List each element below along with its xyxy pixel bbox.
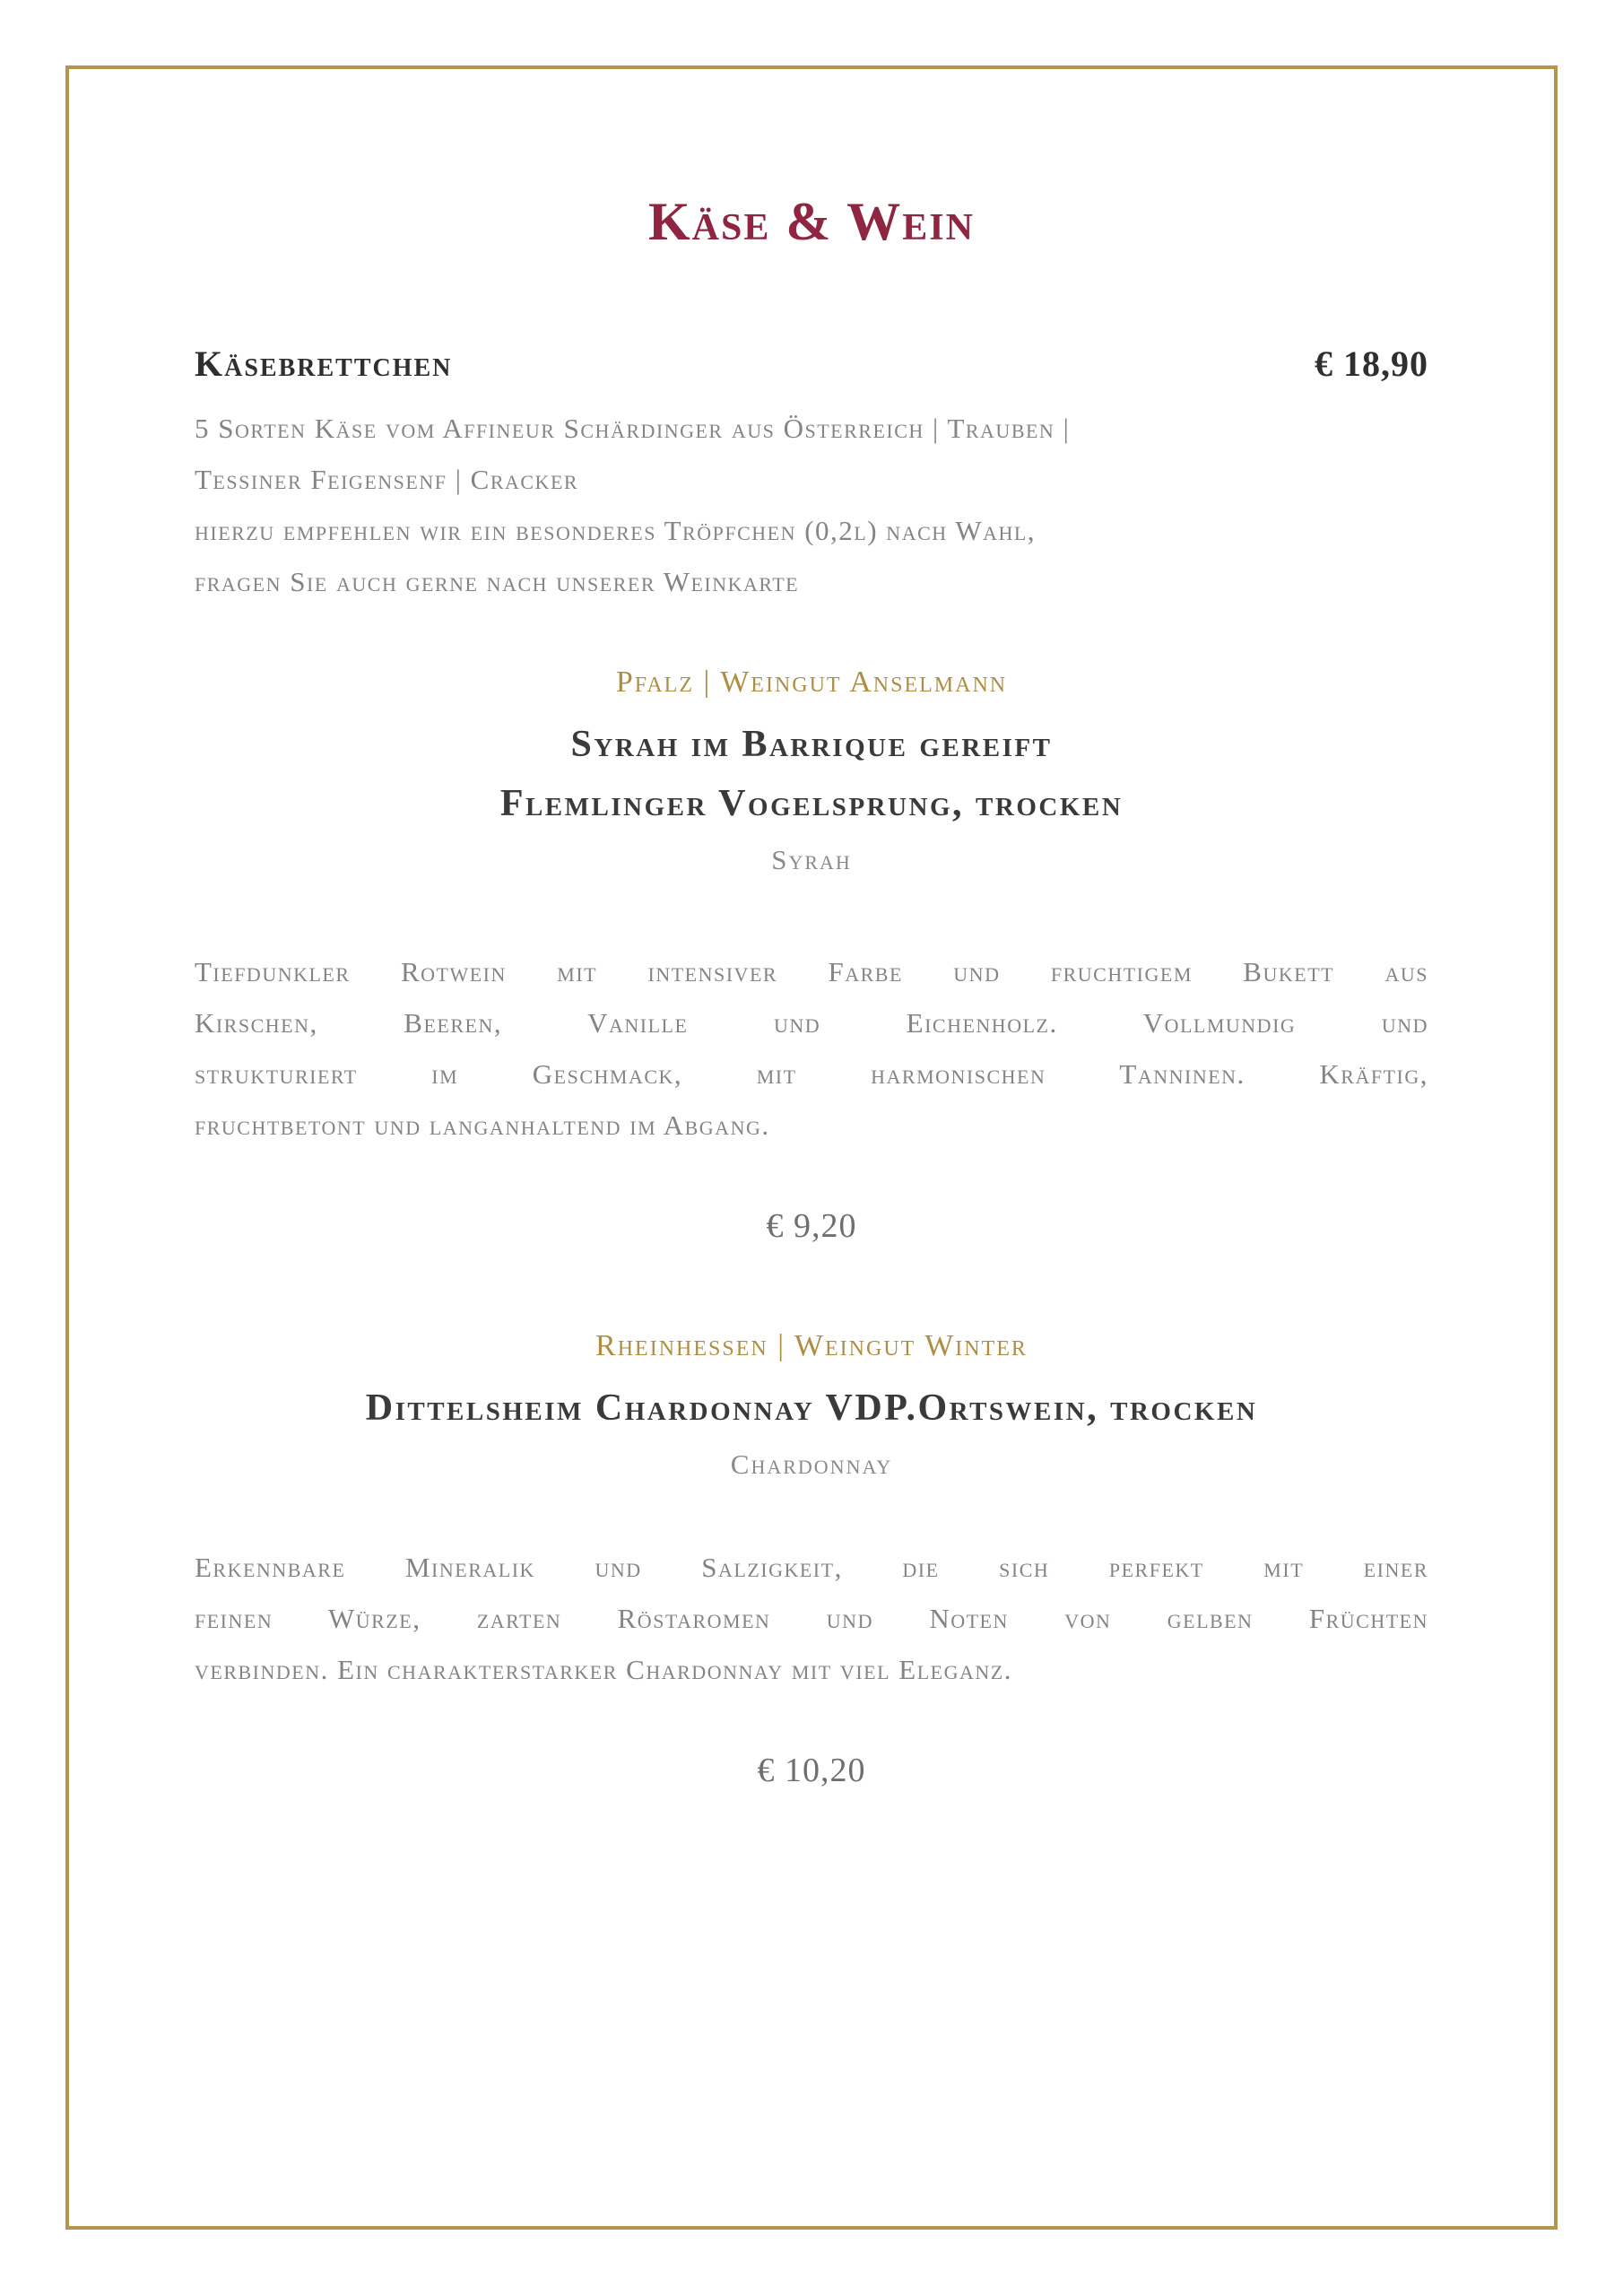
description-line: hierzu empfehlen wir ein besonderes Tröpfchen (0,2l) nach Wahl,: [195, 515, 1037, 546]
description-line: fruchtbetont und langanhaltend im Abgang.: [195, 1109, 770, 1141]
description-line: Tessiner Feigensenf | Cracker: [195, 464, 579, 495]
description-line: Erkennbare Mineralik und Salzigkeit, die sich perfekt mit einer: [195, 1552, 1428, 1583]
page-title: Käse & Wein: [648, 192, 975, 251]
description-line: Tiefdunkler Rotwein mit intensiver Farbe und fruchtigem Bukett aus: [195, 956, 1428, 987]
wine-name-line: Dittelsheim Chardonnay VDP.Ortswein, trocken: [365, 1387, 1258, 1429]
wine-grape-variety: Syrah: [771, 844, 852, 875]
cheese-item-name: Käsebrettchen: [195, 344, 453, 384]
wine-description: [195, 946, 1428, 1151]
cheese-item-header: [195, 343, 1428, 385]
wine-name-block: [195, 715, 1428, 833]
wine-item-syrah: [195, 663, 1428, 1249]
cheese-item-price: € 18,90: [1315, 344, 1428, 384]
description-line: Kirschen, Beeren, Vanille und Eichenholz. Vollmundig und: [195, 1007, 1428, 1039]
wine-name-block: [195, 1378, 1428, 1438]
menu-content: [195, 0, 1428, 1794]
wine-price: € 10,20: [757, 1752, 866, 1789]
wine-name-line: Flemlinger Vogelsprung, trocken: [499, 783, 1124, 824]
wine-grape-variety: Chardonnay: [730, 1448, 893, 1480]
description-line: strukturiert im Geschmack, mit harmonischen Tanninen. Kräftig,: [195, 1058, 1428, 1090]
cheese-item: [195, 343, 1428, 607]
description-line: verbinden. Ein charakterstarker Chardonnay mit viel Eleganz.: [195, 1654, 1012, 1685]
description-line: fragen Sie auch gerne nach unserer Weinkarte: [195, 566, 800, 597]
description-line: 5 Sorten Käse vom Affineur Schärdinger aus Österreich | Trauben |: [195, 413, 1071, 444]
description-line: feinen Würze, zarten Röstaromen und Noten von gelben Früchten: [195, 1603, 1428, 1634]
wine-name-line: Syrah im Barrique gereift: [570, 724, 1053, 765]
wine-price: € 9,20: [766, 1207, 857, 1245]
wine-description: [195, 1542, 1428, 1695]
wine-region-producer: Pfalz | Weingut Anselmann: [615, 665, 1008, 699]
wine-region-producer: Rheinhessen | Weingut Winter: [595, 1329, 1028, 1362]
cheese-item-description: [195, 403, 1428, 607]
wine-item-chardonnay: [195, 1326, 1428, 1794]
